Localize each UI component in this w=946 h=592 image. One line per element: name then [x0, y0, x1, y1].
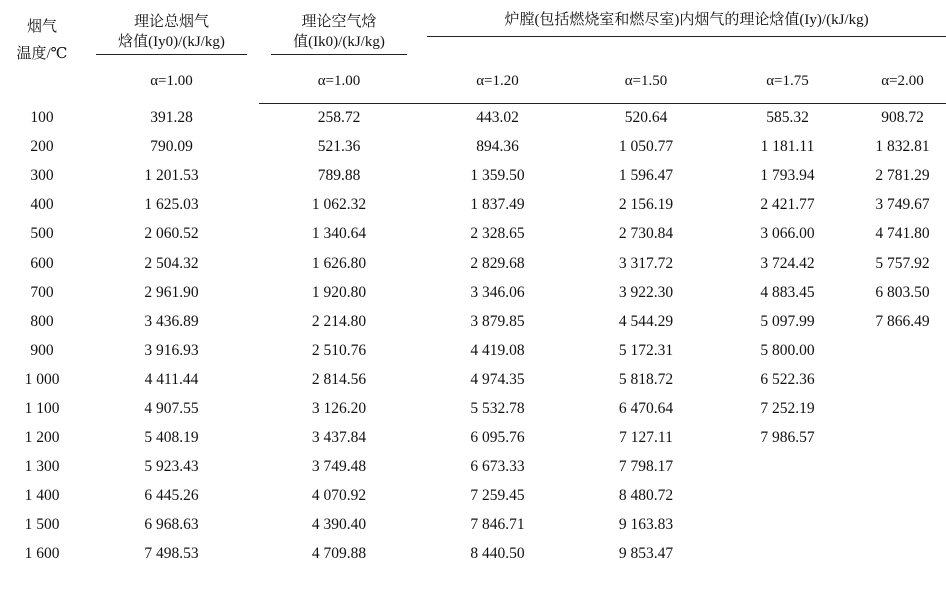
air-enthalpy-cell: 258.72	[317, 109, 361, 127]
temperature-cell: 900	[30, 341, 54, 359]
alpha-1-20-cell: 4 974.35	[470, 370, 525, 388]
alpha-2-00-cell	[859, 540, 946, 569]
alpha-2-00-cell	[859, 424, 946, 453]
alpha-1-20-cell: 6 673.33	[470, 458, 525, 476]
alpha-1-50-cell: 6 470.64	[618, 399, 674, 417]
table-row	[0, 482, 946, 511]
alpha-2-00-cell: 6 803.50	[875, 283, 930, 301]
total-enthalpy-cell: 4 907.55	[144, 399, 199, 417]
alpha-1-20-cell: 8 440.50	[470, 545, 525, 563]
alpha-1-50-cell: 2 730.84	[618, 225, 674, 243]
total-enthalpy-cell: 1 625.03	[144, 196, 199, 214]
alpha-1-20-cell: 5 532.78	[470, 399, 525, 417]
table-row	[0, 133, 946, 162]
temperature-cell: 700	[30, 283, 54, 301]
alpha-1-20-cell: 4 419.08	[470, 341, 525, 359]
total-enthalpy-cell: 3 436.89	[144, 312, 199, 330]
furnace-enthalpy-label: 炉膛(包括燃烧室和燃尽室)内烟气的理论焓值(Iy)/(kJ/kg)	[427, 10, 946, 37]
total-enthalpy-line2: 焓值(Iy0)/(kJ/kg)	[118, 34, 225, 50]
alpha-1-75-cell: 6 522.36	[760, 370, 815, 388]
alpha-1-50-cell: 7 127.11	[619, 429, 673, 447]
temperature-cell: 1 500	[24, 516, 60, 534]
air-enthalpy-cell: 1 340.64	[311, 225, 367, 243]
table-row	[0, 104, 946, 133]
alpha-2-00-cell: 4 741.80	[875, 225, 930, 243]
alpha-1-50-cell: 9 853.47	[618, 545, 674, 563]
alpha-2-00-cell	[859, 511, 946, 540]
air-enthalpy-cell: 2 510.76	[311, 341, 367, 359]
air-enthalpy-cell: 4 390.40	[311, 516, 367, 534]
total-enthalpy-cell: 2 060.52	[144, 225, 199, 243]
temperature-cell: 1 600	[24, 545, 60, 563]
temperature-cell: 1 300	[24, 458, 60, 476]
temperature-cell: 300	[30, 167, 54, 185]
total-enthalpy-cell: 6 445.26	[144, 487, 199, 505]
total-enthalpy-line1: 理论总烟气	[133, 14, 209, 30]
alpha-2-00-cell: 2 781.29	[875, 167, 930, 185]
table-row	[0, 307, 946, 336]
total-flue-gas-enthalpy-header	[84, 0, 259, 67]
alpha-1-20-cell: 3 346.06	[470, 283, 525, 301]
alpha-2-00-cell	[859, 453, 946, 482]
alpha-1-50-cell: 3 922.30	[618, 283, 674, 301]
table-row	[0, 220, 946, 249]
table-row	[0, 511, 946, 540]
air-enthalpy-header	[259, 0, 419, 67]
temperature-cell: 1 000	[24, 370, 60, 388]
alpha-1-20-cell: 2 328.65	[470, 225, 525, 243]
alpha-1-75-cell: 2 421.77	[760, 196, 815, 214]
furnace-enthalpy-header	[419, 0, 946, 67]
temperature-cell: 800	[30, 312, 54, 330]
alpha-2-00-cell: 3 749.67	[875, 196, 930, 214]
alpha-1-75-cell: 5 800.00	[760, 341, 815, 359]
air-enthalpy-line2: 值(Ik0)/(kJ/kg)	[293, 34, 385, 50]
temperature-cell: 1 100	[24, 399, 60, 417]
air-enthalpy-cell: 3 126.20	[311, 399, 367, 417]
alpha-2-00-cell	[859, 482, 946, 511]
alpha-1-75-cell: 585.32	[766, 109, 809, 127]
table-row	[0, 365, 946, 394]
alpha-2-00-cell: 5 757.92	[875, 254, 930, 272]
alpha-1-20-cell: 6 095.76	[470, 429, 525, 447]
alpha-2-00-cell	[859, 365, 946, 394]
alpha-1-50-cell: 5 818.72	[618, 370, 674, 388]
alpha-1-50-cell: 7 798.17	[618, 458, 674, 476]
temperature-cell: 600	[30, 254, 54, 272]
alpha-1-50-cell: 3 317.72	[618, 254, 674, 272]
alpha-1-50-cell: 5 172.31	[618, 341, 674, 359]
alpha-1-75-cell: 1 793.94	[760, 167, 815, 185]
total-enthalpy-cell: 4 411.44	[144, 370, 199, 388]
alpha-1-20-cell: 894.36	[476, 138, 519, 156]
temperature-cell: 100	[30, 109, 54, 127]
total-enthalpy-cell: 1 201.53	[144, 167, 199, 185]
air-enthalpy-cell: 2 814.56	[311, 370, 367, 388]
alpha-1-75-cell	[716, 482, 859, 511]
alpha-1-20-cell: 3 879.85	[470, 312, 525, 330]
alpha-2-00-cell: 7 866.49	[875, 312, 930, 330]
alpha-1-75-cell: 7 986.57	[760, 429, 815, 447]
temperature-cell: 400	[30, 196, 54, 214]
alpha-1-50-cell: 9 163.83	[618, 516, 674, 534]
alpha-1-50-cell: 520.64	[624, 109, 668, 127]
air-enthalpy-cell: 1 062.32	[311, 196, 367, 214]
alpha-1-75-cell	[716, 540, 859, 569]
alpha-1-50-cell: 1 596.47	[618, 167, 674, 185]
alpha-1-75-cell: 7 252.19	[760, 399, 815, 417]
alpha-1-20-cell: 1 359.50	[470, 167, 525, 185]
air-enthalpy-cell: 4 070.92	[311, 487, 367, 505]
table-row	[0, 191, 946, 220]
alpha-1-75-cell: 3 724.42	[760, 254, 815, 272]
alpha-1-75-cell: 4 883.45	[760, 283, 815, 301]
air-enthalpy-cell: 1 920.80	[311, 283, 367, 301]
table-row	[0, 453, 946, 482]
alpha-1-75-cell: 1 181.11	[760, 138, 815, 156]
table-row	[0, 278, 946, 307]
air-enthalpy-cell: 2 214.80	[311, 312, 367, 330]
table-body	[0, 104, 946, 570]
table-row	[0, 249, 946, 278]
temperature-cell: 1 400	[24, 487, 60, 505]
alpha-1-50: α=1.50	[576, 67, 716, 104]
total-enthalpy-cell: 790.09	[150, 138, 193, 156]
air-enthalpy-cell: 521.36	[317, 138, 361, 156]
temperature-header-line2: 温度/℃	[16, 46, 68, 62]
alpha-1-75-cell: 3 066.00	[760, 225, 815, 243]
air-enthalpy-cell: 4 709.88	[311, 545, 367, 563]
total-enthalpy-cell: 7 498.53	[144, 545, 199, 563]
total-enthalpy-cell: 6 968.63	[144, 516, 199, 534]
air-enthalpy-cell: 789.88	[317, 167, 361, 185]
alpha-1-75-cell: 5 097.99	[760, 312, 815, 330]
total-enthalpy-cell: 391.28	[150, 109, 193, 127]
air-enthalpy-cell: 1 626.80	[311, 254, 367, 272]
total-enthalpy-cell: 2 504.32	[144, 254, 199, 272]
temperature-cell: 200	[30, 138, 54, 156]
alpha-1-50-cell: 2 156.19	[618, 196, 674, 214]
table-row	[0, 162, 946, 191]
air-enthalpy-line1: 理论空气焓	[301, 14, 377, 30]
alpha-1-75-cell	[716, 453, 859, 482]
table-row	[0, 336, 946, 365]
air-enthalpy-cell: 3 749.48	[311, 458, 367, 476]
alpha-2-00-cell	[859, 394, 946, 423]
table-row	[0, 424, 946, 453]
alpha-2-00-cell: 1 832.81	[875, 138, 930, 156]
total-enthalpy-cell: 5 408.19	[144, 429, 199, 447]
temperature-cell: 1 200	[24, 429, 60, 447]
total-enthalpy-cell: 2 961.90	[144, 283, 199, 301]
table-row	[0, 540, 946, 569]
table-row	[0, 394, 946, 423]
temperature-header-line1: 烟气	[26, 19, 57, 35]
alpha-1-75: α=1.75	[716, 67, 859, 104]
alpha-row	[0, 67, 946, 104]
alpha-1-20: α=1.20	[419, 67, 576, 104]
temperature-header	[0, 0, 84, 104]
alpha-2-00-cell	[859, 336, 946, 365]
alpha-1-50-cell: 8 480.72	[618, 487, 674, 505]
alpha-1-20-cell: 7 846.71	[470, 516, 525, 534]
alpha-1-20-cell: 1 837.49	[470, 196, 525, 214]
alpha-2-00-cell: 908.72	[881, 109, 924, 127]
alpha-1-50-cell: 1 050.77	[618, 138, 674, 156]
alpha-1-20-cell: 443.02	[476, 109, 519, 127]
alpha-2-00: α=2.00	[859, 67, 946, 104]
alpha-1-20-cell: 7 259.45	[470, 487, 525, 505]
alpha-total: α=1.00	[150, 73, 193, 89]
alpha-1-75-cell	[716, 511, 859, 540]
air-enthalpy-cell: 3 437.84	[311, 429, 367, 447]
alpha-1-20-cell: 2 829.68	[470, 254, 525, 272]
alpha-air: α=1.00	[259, 67, 419, 104]
alpha-1-50-cell: 4 544.29	[618, 312, 674, 330]
total-enthalpy-cell: 5 923.43	[144, 458, 199, 476]
total-enthalpy-cell: 3 916.93	[144, 341, 199, 359]
temperature-cell: 500	[30, 225, 54, 243]
